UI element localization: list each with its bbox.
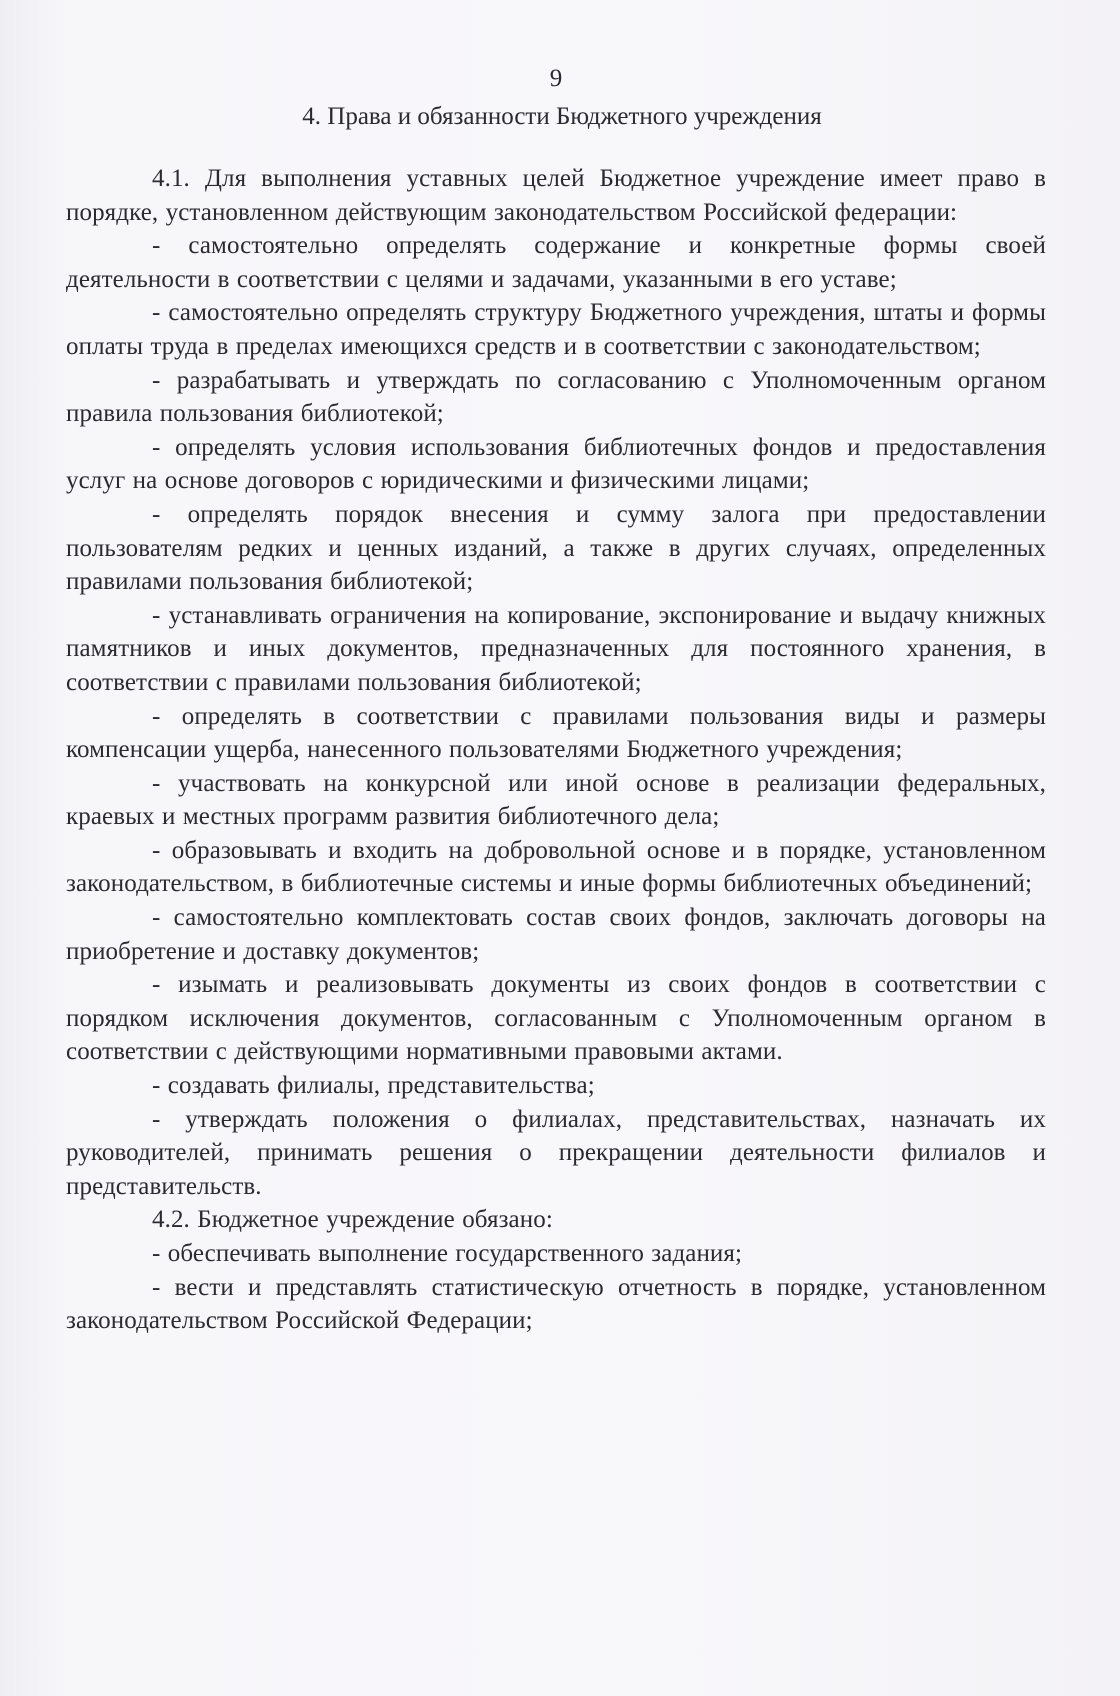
paragraph-4-1: 4.1. Для выполнения уставных целей Бюджетное учреждение имеет право в порядке, установленном действующим законодательством Российской федерации: (66, 165, 1046, 226)
list-item: - самостоятельно определять содержание и конкретные формы своей деятельности в соответствии с целями и задачами, указанными в его уставе; (66, 232, 1046, 293)
paragraph-4-2: 4.2. Бюджетное учреждение обязано: (152, 1206, 553, 1234)
section-title: 4. Права и обязанности Бюджетного учреждения (302, 103, 822, 130)
list-item: - изымать и реализовывать документы из своих фондов в соответствии с порядком исключения документов, согласованным с Уполномоченным органом в соответствии с действующими нормативными правовыми актами. (66, 971, 1046, 1066)
list-item: - утверждать положения о филиалах, представительствах, назначать их руководителей, принимать решения о прекращении деятельности филиалов и представительств. (66, 1105, 1046, 1200)
page-number: 9 (549, 65, 563, 92)
list-item: - вести и представлять статистическую отчетность в порядке, установленном законодательством Российской Федерации; (66, 1273, 1046, 1335)
list-item: - определять порядок внесения и сумму залога при предоставлении пользователям редких и ценных изданий, а также в других случаях, определенных правилами пользования библиотекой; (66, 500, 1046, 596)
list-item: - образовывать и входить на добровольной основе и в порядке, установленном законодательством, в библиотечные системы и иные формы библиотечных объединений; (66, 836, 1046, 898)
list-item: - обеспечивать выполнение государственного задания; (152, 1240, 743, 1267)
list-item: - определять условия использования библиотечных фондов и предоставления услуг на основе договоров с юридическими и физическими лицами; (66, 433, 1046, 495)
list-item: - участвовать на конкурсной или иной основе в реализации федеральных, краевых и местных программ развития библиотечного дела; (66, 769, 1046, 831)
list-item: - устанавливать ограничения на копирование, экспонирование и выдачу книжных памятников и иных документов, предназначенных для постоянного хранения, в соответствии с правилами пользования библиотекой; (66, 601, 1046, 696)
list-item: - самостоятельно определять структуру Бюджетного учреждения, штаты и формы оплаты труда в пределах имеющихся средств и в соответствии с законодательством; (66, 299, 1046, 360)
list-item: - создавать филиалы, представительства; (152, 1072, 595, 1100)
list-item: - разрабатывать и утверждать по согласованию с Уполномоченным органом правила пользования библиотекой; (66, 366, 1046, 428)
list-item: - определять в соответствии с правилами пользования виды и размеры компенсации ущерба, нанесенного пользователями Бюджетного учреждения; (66, 702, 1046, 764)
list-item: - самостоятельно комплектовать состав своих фондов, заключать договоры на приобретение и доставку документов; (66, 904, 1046, 965)
